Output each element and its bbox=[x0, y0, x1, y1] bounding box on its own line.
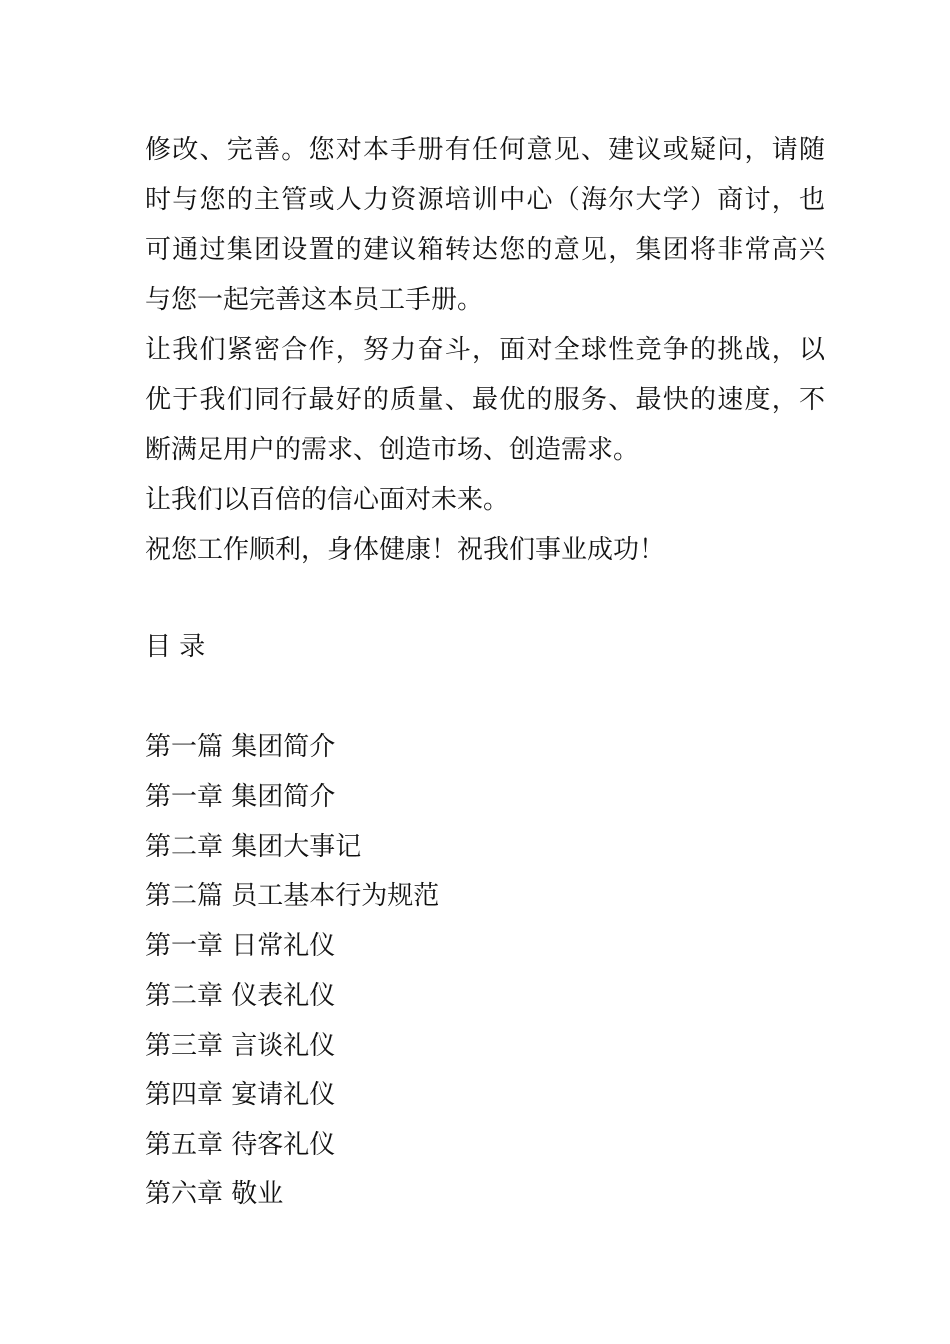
intro-line-5: 让我们紧密合作，努力奋斗，面对全球性竞争的挑战，以 bbox=[145, 335, 825, 365]
intro-line-4: 与您一起完善这本员工手册。 bbox=[145, 285, 484, 315]
toc-item: 第一篇 集团简介 bbox=[145, 732, 336, 762]
intro-line-8: 让我们以百倍的信心面对未来。 bbox=[145, 485, 510, 515]
toc-item: 第二章 仪表礼仪 bbox=[145, 981, 336, 1011]
intro-line-7: 断满足用户的需求、创造市场、创造需求。 bbox=[145, 435, 640, 465]
toc-item: 第二篇 员工基本行为规范 bbox=[145, 881, 440, 911]
toc-item: 第一章 日常礼仪 bbox=[145, 931, 336, 961]
toc-item: 第三章 言谈礼仪 bbox=[145, 1031, 336, 1061]
intro-line-1: 修改、完善。您对本手册有任何意见、建议或疑问，请随 bbox=[145, 135, 825, 165]
intro-line-2: 时与您的主管或人力资源培训中心（海尔大学）商讨，也 bbox=[145, 185, 825, 215]
toc-title: 目 录 bbox=[145, 632, 206, 662]
toc-item: 第一章 集团简介 bbox=[145, 782, 336, 812]
toc-item: 第二章 集团大事记 bbox=[145, 832, 362, 862]
intro-line-6: 优于我们同行最好的质量、最优的服务、最快的速度，不 bbox=[145, 385, 825, 415]
toc-item: 第四章 宴请礼仪 bbox=[145, 1080, 336, 1110]
intro-line-3: 可通过集团设置的建议箱转达您的意见，集团将非常高兴 bbox=[145, 235, 825, 265]
toc-item: 第五章 待客礼仪 bbox=[145, 1130, 336, 1160]
toc-item: 第六章 敬业 bbox=[145, 1179, 284, 1209]
intro-line-9: 祝您工作顺利，身体健康！祝我们事业成功！ bbox=[145, 535, 666, 565]
